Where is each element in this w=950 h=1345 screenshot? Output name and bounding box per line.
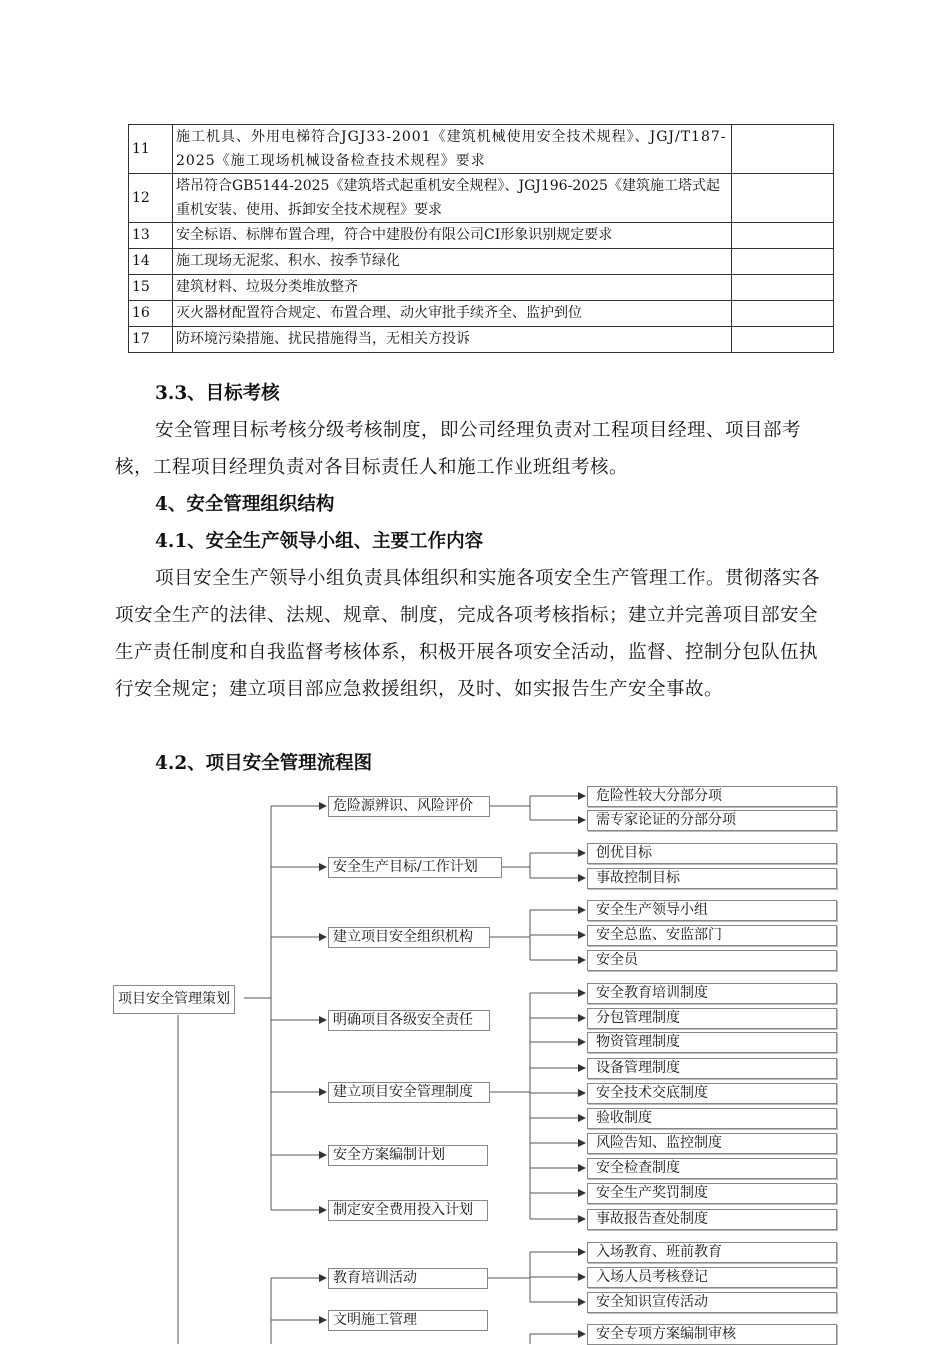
row-text: 施工现场无泥浆、积水、按季节绿化: [173, 249, 732, 275]
flow-right-box: 安全检查制度: [587, 1158, 837, 1179]
section-paragraph-3-3: 安全管理目标考核分级考核制度，即公司经理负责对工程项目经理、项目部考核，工程项目经理负责对各目标责任人和施工作业班组考核。: [115, 420, 802, 478]
row-number: 12: [129, 174, 173, 223]
row-number: 11: [129, 125, 173, 174]
section-heading-4-2: 4.2、项目安全管理流程图: [155, 753, 373, 774]
flow-right-box: 安全知识宣传活动: [587, 1292, 837, 1313]
flow-right-box: 安全员: [587, 950, 837, 971]
row-number: 14: [129, 249, 173, 275]
flow-middle-box: 建立项目安全管理制度: [328, 1082, 490, 1103]
flow-middle-box: 教育培训活动: [328, 1268, 488, 1289]
flow-right-box: 需专家论证的分部分项: [587, 810, 837, 831]
row-text: 安全标语、标牌布置合理，符合中建股份有限公司CI形象识别规定要求: [173, 223, 732, 249]
flow-middle-box: 安全方案编制计划: [328, 1145, 488, 1166]
row-text: 塔吊符合GB5144-2025《建筑塔式起重机安全规程》、JGJ196-2025《建筑施工塔式起重机安装、使用、拆卸安全技术规程》要求: [173, 174, 732, 223]
flow-right-box: 安全生产奖罚制度: [587, 1183, 837, 1204]
flow-middle-box: 制定安全费用投入计划: [328, 1200, 488, 1221]
row-text: 建筑材料、垃圾分类堆放整齐: [173, 275, 732, 301]
row-number: 13: [129, 223, 173, 249]
section-heading-3-3: 3.3、目标考核: [155, 383, 280, 404]
flow-right-box: 设备管理制度: [587, 1058, 837, 1079]
flow-right-box: 安全专项方案编制审核: [587, 1324, 837, 1345]
row-text: 灭火器材配置符合规定、布置合理、动火审批手续齐全、监护到位: [173, 301, 732, 327]
section-heading-4: 4、安全管理组织结构: [155, 494, 335, 515]
flow-middle-box: 危险源辨识、风险评价: [328, 796, 490, 817]
flow-middle-box: 明确项目各级安全责任: [328, 1010, 490, 1031]
flow-right-box: 分包管理制度: [587, 1008, 837, 1029]
row-number: 17: [129, 327, 173, 353]
row-text: 施工机具、外用电梯符合JGJ33-2001《建筑机械使用安全技术规程》、JGJ/T187-2025《施工现场机械设备检查技术规程》要求: [173, 125, 732, 174]
flow-right-box: 创优目标: [587, 843, 837, 864]
flow-right-box: 验收制度: [587, 1108, 837, 1129]
row-number: 15: [129, 275, 173, 301]
section-heading-4-1: 4.1、安全生产领导小组、主要工作内容: [155, 531, 484, 552]
row-number: 16: [129, 301, 173, 327]
flow-right-box: 安全教育培训制度: [587, 983, 837, 1004]
flow-middle-box: 安全生产目标/工作计划: [328, 857, 502, 878]
flow-right-box: 事故控制目标: [587, 868, 837, 889]
flow-right-box: 危险性较大分部分项: [587, 786, 837, 807]
section-paragraph-4-1: 项目安全生产领导小组负责具体组织和实施各项安全生产管理工作。贯彻落实各项安全生产的法律、法规、规章、制度，完成各项考核指标；建立并完善项目部安全生产责任制度和自我监督考核体系，积极开展各项安全活动，监督、控制分包队伍执行安全规定；建立项目部应急救援组织，及时、如实报告生产安全事故。: [115, 568, 821, 700]
flow-right-box: 安全总监、安监部门: [587, 925, 837, 946]
flow-root-box: 项目安全管理策划: [113, 985, 235, 1014]
row-text: 防环境污染措施、扰民措施得当，无相关方投诉: [173, 327, 732, 353]
flow-right-box: 物资管理制度: [587, 1032, 837, 1053]
flow-middle-box: 建立项目安全组织机构: [328, 927, 490, 948]
flow-right-box: 入场教育、班前教育: [587, 1242, 837, 1263]
flow-middle-box: 文明施工管理: [328, 1310, 488, 1331]
flow-right-box: 事故报告查处制度: [587, 1209, 837, 1230]
flow-right-box: 风险告知、监控制度: [587, 1133, 837, 1154]
flow-right-box: 安全技术交底制度: [587, 1083, 837, 1104]
flow-right-box: 安全生产领导小组: [587, 900, 837, 921]
flow-right-box: 入场人员考核登记: [587, 1267, 837, 1288]
